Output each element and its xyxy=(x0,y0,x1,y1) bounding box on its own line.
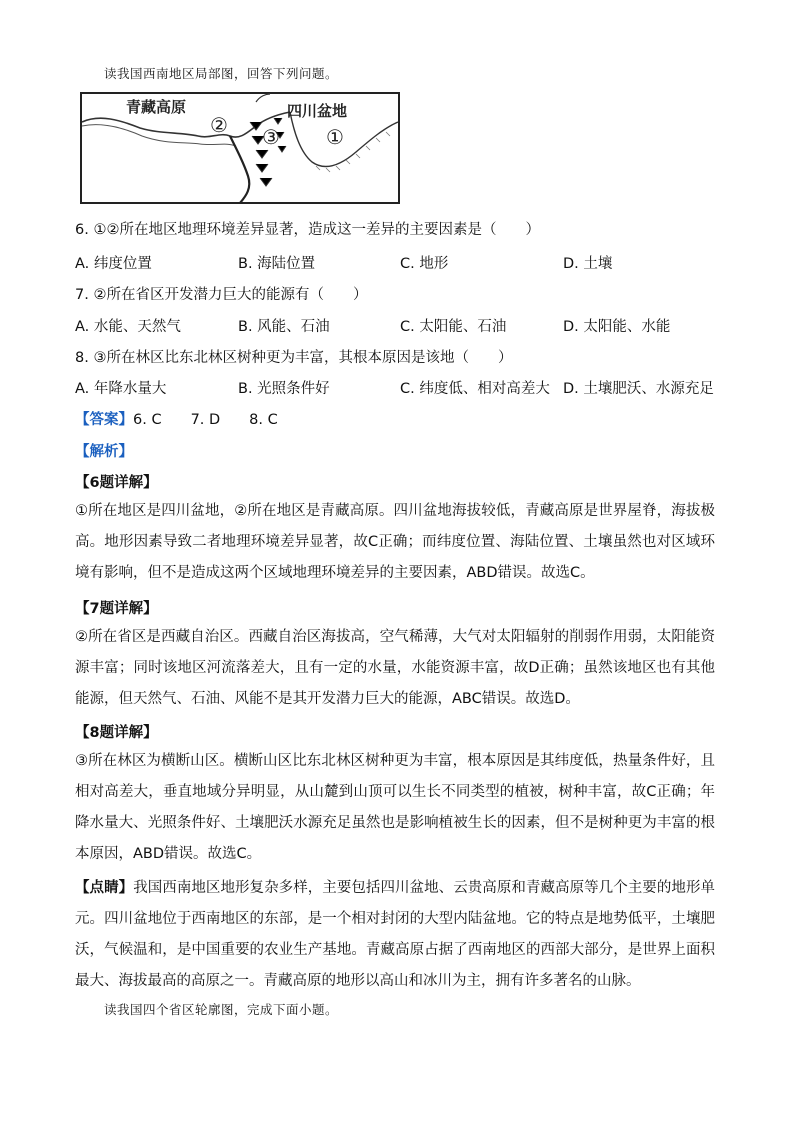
q6-option-d[interactable]: D. 土壤 xyxy=(563,256,613,272)
label-sichuan: 四川盆地 xyxy=(287,102,348,120)
question-6: 6. ①②所在地区地理环境差异显著，造成这一差异的主要因素是（ ） xyxy=(75,222,540,238)
section-8-title: 【8题详解】 xyxy=(75,725,158,741)
section-6-title: 【6题详解】 xyxy=(75,475,158,491)
section-8-text: ③所在林区为横断山区。横断山区比东北林区树种更为丰富，根本原因是其纬度低，热量条件好，且相对高差大，垂直地域分异明显，从山麓到山顶可以生长不同类型的植被，树种丰富，故C正确；年降水量大、光照条件好、土壤肥沃水源充足虽然也是影响植被生长的因素，但不是树种更为丰富的根本原因，ABD错误。故选C。 xyxy=(75,753,715,862)
intro-text: 读我国西南地区局部图，回答下列问题。 xyxy=(104,66,339,81)
q7-option-b[interactable]: B. 风能、石油 xyxy=(238,319,330,335)
q6-option-b[interactable]: B. 海陆位置 xyxy=(238,256,316,272)
question-7: 7. ②所在省区开发潜力巨大的能源有（ ） xyxy=(75,287,368,303)
q6-option-a[interactable]: A. 纬度位置 xyxy=(75,256,152,272)
q8-option-a[interactable]: A. 年降水量大 xyxy=(75,381,167,397)
question-8: 8. ③所在林区比东北林区树种更为丰富，其根本原因是该地（ ） xyxy=(75,350,513,366)
section-6-text: ①所在地区是四川盆地，②所在地区是青藏高原。四川盆地海拔较低，青藏高原是世界屋脊，海拔极高。地形因素导致二者地理环境差异显著，故C正确；而纬度位置、海陆位置、土壤虽然也对区域环境有影响，但不是造成这两个区域地理环境差异的主要因素，ABD错误。故选C。 xyxy=(75,503,715,581)
outro-text: 读我国四个省区轮廓图，完成下面小题。 xyxy=(104,1002,339,1017)
analysis-label: 【解析】 xyxy=(75,444,133,460)
comment-paragraph xyxy=(75,873,715,997)
q7-option-d[interactable]: D. 太阳能、水能 xyxy=(563,319,671,335)
q8-option-c[interactable]: C. 纬度低、相对高差大 xyxy=(400,381,550,397)
q7-option-c[interactable]: C. 太阳能、石油 xyxy=(400,319,507,335)
marker-1: ① xyxy=(326,125,344,149)
q6-option-c[interactable]: C. 地形 xyxy=(400,256,449,272)
q7-option-a[interactable]: A. 水能、天然气 xyxy=(75,319,181,335)
section-7-text: ②所在省区是西藏自治区。西藏自治区海拔高，空气稀薄，大气对太阳辐射的削弱作用弱，太阳能资源丰富；同时该地区河流落差大，且有一定的水量，水能资源丰富，故D正确；虽然该地区也有其他能源，但天然气、石油、风能不是其开发潜力巨大的能源，ABC错误。故选D。 xyxy=(75,629,715,707)
southwest-china-map xyxy=(80,92,400,204)
marker-3: ③ xyxy=(262,125,280,149)
q8-option-b[interactable]: B. 光照条件好 xyxy=(238,381,330,397)
comment-tag: 【点睛】 xyxy=(75,880,134,896)
comment-text: 我国西南地区地形复杂多样，主要包括四川盆地、云贵高原和青藏高原等几个主要的地形单元。四川盆地位于西南地区的东部，是一个相对封闭的大型内陆盆地。它的特点是地势低平，土壤肥沃，气候温和，是中国重要的农业生产基地。青藏高原占据了西南地区的西部大部分，是世界上面积最大、海拔最高的高原之一。青藏高原的地形以高山和冰川为主，拥有许多著名的山脉。 xyxy=(75,880,715,989)
answer-text: 6. C 7. D 8. C xyxy=(133,412,278,428)
q8-option-d[interactable]: D. 土壤肥沃、水源充足 xyxy=(563,381,714,397)
label-qinghai: 青藏高原 xyxy=(126,98,187,116)
section-7-title: 【7题详解】 xyxy=(75,601,158,617)
answer-line xyxy=(75,408,278,429)
marker-2: ② xyxy=(210,113,228,137)
answer-tag: 【答案】 xyxy=(75,412,133,428)
